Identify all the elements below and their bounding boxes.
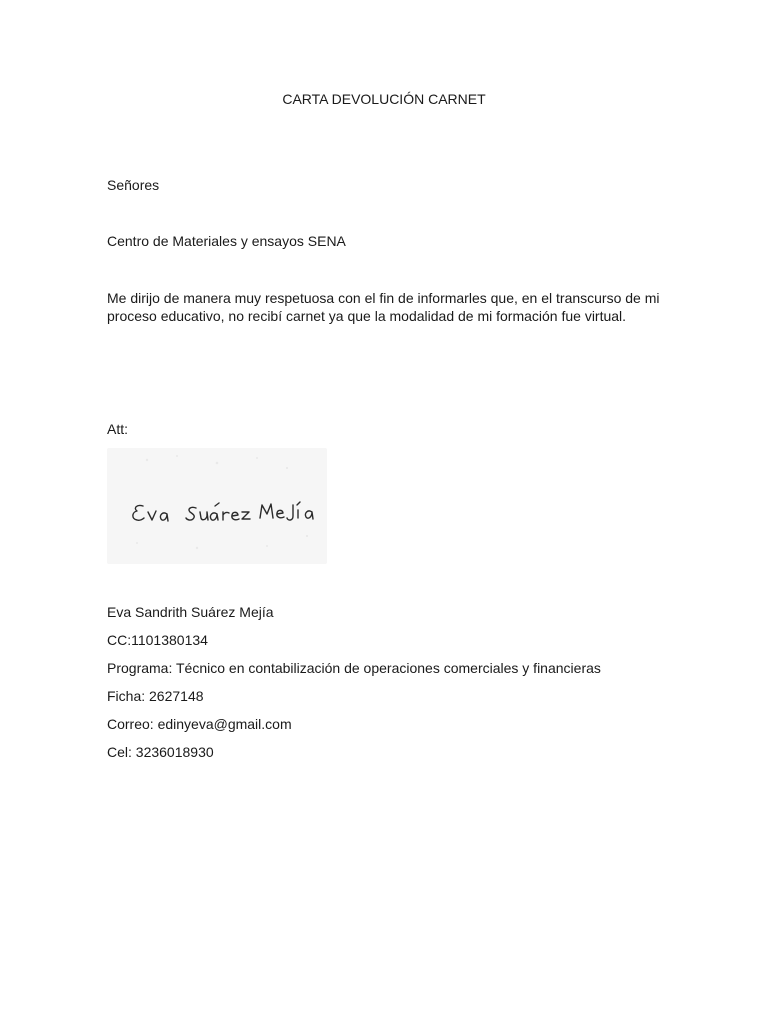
signature-image [107, 448, 327, 564]
signer-ficha: Ficha: 2627148 [107, 688, 204, 704]
signer-email: Correo: edinyeva@gmail.com [107, 716, 292, 732]
recipient: Centro de Materiales y ensayos SENA [107, 233, 346, 249]
salutation: Señores [107, 177, 160, 193]
letter-title: CARTA DEVOLUCIÓN CARNET [282, 91, 486, 107]
closing: Att: [107, 421, 129, 437]
signer-name: Eva Sandrith Suárez Mejía [107, 604, 274, 620]
signer-phone: Cel: 3236018930 [107, 744, 214, 760]
signer-cc: CC:1101380134 [107, 632, 208, 648]
letter-body: Me dirijo de manera muy respetuosa con el fin de informarles que, en el transcurso de mi proceso educativo, no recibí carnet ya que la modalidad de mi formación fue virtual. [107, 290, 660, 324]
signature-drawing [107, 448, 327, 564]
signer-program: Programa: Técnico en contabilización de operaciones comerciales y financieras [107, 660, 601, 676]
